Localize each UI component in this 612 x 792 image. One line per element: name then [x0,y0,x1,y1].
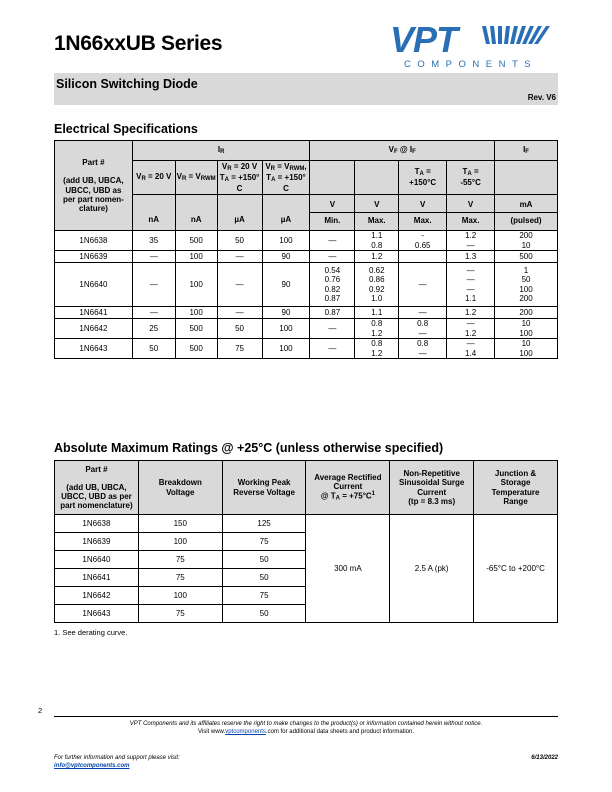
ir-cell-2: 100 [175,263,217,307]
subtitle: Silicon Switching Diode [56,77,198,91]
abs-avg-header: Average Rectified Current @ $T_A = +75^\circ C^1$ [306,461,390,515]
if-cell: 10 100 [495,339,558,359]
unit-if: mA (pulsed) [495,195,558,231]
ir-cell-4: 90 [262,251,310,263]
part-cell: 1N6639 [55,251,133,263]
ir-cell-1: — [132,251,175,263]
ir-cell-1: — [132,307,175,319]
disclaimer: VPT Components and its affiliates reserve the right to make changes to the product(s) or information contained herein without notice. [129,721,483,727]
table-row [55,263,558,307]
ir-cell-4: 100 [262,231,310,251]
vf150-cell: — [399,263,447,307]
ir-cell-1: 50 [132,339,175,359]
vfmax-cell: 0.62 0.86 0.92 1.0 [355,263,399,307]
unit-ir1: nA [132,195,175,231]
vf150-cell: — [399,307,447,319]
surge-current-cell: 2.5 A (pk) [390,515,474,623]
ir-cell-3: — [217,263,262,307]
col-vf55: $T_A$ = -55°C [447,161,495,195]
table-row [55,319,558,339]
if-cell: 200 10 [495,231,558,251]
junction-temp-cell: -65°C to +200°C [474,515,558,623]
ir-cell-3: 75 [217,339,262,359]
working-cell: 75 [222,587,306,605]
vf55-cell: — 1.2 [447,319,495,339]
if-header: $I_F$ [495,141,558,161]
table-row [55,251,558,263]
unit-ir2: nA [175,195,217,231]
absolute-table [54,460,558,623]
col-ir4: $V_R = V_{RWM}$, $T_A = +150^\circ$ C [262,161,310,195]
col-ir3: $V_R = 20$ V $T_A = +150^\circ$ C [217,161,262,195]
support-email-link[interactable]: info@vptcomponents.com [54,763,130,769]
ir-cell-2: 100 [175,307,217,319]
absolute-heading: Absolute Maximum Ratings @ +25°C (unless otherwise specified) [54,441,444,455]
col-vfmin [310,161,355,195]
vf150-cell [399,251,447,263]
working-cell: 125 [222,515,306,533]
avg-current-cell: 300 mA [306,515,390,623]
vfmin-cell: 0.87 [310,307,355,319]
revision: Rev. V6 [527,93,556,102]
part-header: Part # (add UB, UBCA, UBCC, UBD as per part nomen- clature) [55,141,133,231]
ir-cell-1: 35 [132,231,175,251]
breakdown-cell: 100 [138,587,222,605]
col-if [495,161,558,195]
abs-part-header: Part # (add UB, UBCA, UBCC, UBD as per part nomenclature) [55,461,139,515]
ir-cell-4: 90 [262,307,310,319]
breakdown-cell: 100 [138,533,222,551]
svg-text:COMPONENTS: COMPONENTS [404,59,538,70]
vf55-cell: — — — 1.1 [447,263,495,307]
abs-part-cell: 1N6642 [55,587,139,605]
vf150-cell: 0.8 — [399,319,447,339]
ir-cell-3: — [217,307,262,319]
part-cell: 1N6642 [55,319,133,339]
date: 6/13/2022 [531,755,558,761]
table-row [55,515,558,533]
abs-working-header: Working Peak Reverse Voltage [222,461,306,515]
abs-surge-header: Non-Repetitive Sinusoidal Surge Current (tp = 8.3 ms) [390,461,474,515]
breakdown-cell: 75 [138,605,222,623]
ir-cell-1: 25 [132,319,175,339]
support-text: For further information and support please visit: [54,755,180,761]
col-vf150: $T_A$ = +150°C [399,161,447,195]
svg-text:VPT: VPT [390,22,458,60]
breakdown-cell: 150 [138,515,222,533]
part-cell: 1N6640 [55,263,133,307]
vfmax-cell: 0.8 1.2 [355,319,399,339]
table-row [55,339,558,359]
ir-cell-4: 100 [262,319,310,339]
abs-part-cell: 1N6641 [55,569,139,587]
ir-cell-1: — [132,263,175,307]
abs-part-cell: 1N6643 [55,605,139,623]
if-cell: 200 [495,307,558,319]
unit-vf1: V Min. [310,195,355,231]
vf55-cell: — 1.4 [447,339,495,359]
vpt-logo [386,22,556,70]
ir-cell-4: 90 [262,263,310,307]
unit-vf2: V Max. [355,195,399,231]
electrical-heading: Electrical Specifications [54,122,198,136]
abs-junction-header: Junction & Storage Temperature Range [474,461,558,515]
ir-cell-3: — [217,251,262,263]
unit-ir3: µA [217,195,262,231]
subtitle-band [54,73,558,105]
vf150-cell: - 0.65 [399,231,447,251]
unit-ir4: µA [262,195,310,231]
vfmin-cell: — [310,251,355,263]
footnote: 1. See derating curve. [54,628,128,637]
vfmax-cell: 0.8 1.2 [355,339,399,359]
working-cell: 50 [222,551,306,569]
abs-part-cell: 1N6640 [55,551,139,569]
vf55-cell: 1.3 [447,251,495,263]
ir-cell-3: 50 [217,319,262,339]
ir-cell-2: 500 [175,319,217,339]
ir-cell-4: 100 [262,339,310,359]
col-ir1: $V_R = 20$ V [132,161,175,195]
working-cell: 75 [222,533,306,551]
breakdown-cell: 75 [138,551,222,569]
part-cell: 1N6641 [55,307,133,319]
electrical-table [54,140,558,359]
vfmin-cell: 0.54 0.76 0.82 0.87 [310,263,355,307]
ir-cell-3: 50 [217,231,262,251]
vf150-cell: 0.8 — [399,339,447,359]
col-ir2: $V_R = V_{RWM}$ [175,161,217,195]
vf55-cell: 1.2 [447,307,495,319]
page-number: 2 [38,706,43,715]
ir-cell-2: 500 [175,231,217,251]
if-cell: 10 100 [495,319,558,339]
part-cell: 1N6643 [55,339,133,359]
website-link[interactable]: vptcomponents [225,729,266,735]
vfmax-cell: 1.1 [355,307,399,319]
col-vfmax [355,161,399,195]
if-cell: 500 [495,251,558,263]
abs-breakdown-header: Breakdown Voltage [138,461,222,515]
vfmin-cell: — [310,231,355,251]
working-cell: 50 [222,605,306,623]
abs-part-cell: 1N6639 [55,533,139,551]
breakdown-cell: 75 [138,569,222,587]
vfmax-cell: 1.1 0.8 [355,231,399,251]
abs-part-cell: 1N6638 [55,515,139,533]
vf55-cell: 1.2 — [447,231,495,251]
working-cell: 50 [222,569,306,587]
ir-cell-2: 100 [175,251,217,263]
ir-header: $I_R$ [132,141,310,161]
if-cell: 1 50 100 200 [495,263,558,307]
part-cell: 1N6638 [55,231,133,251]
table-row [55,307,558,319]
vfmin-cell: — [310,339,355,359]
vf-header: $V_F$ @ $I_F$ [310,141,495,161]
ir-cell-2: 500 [175,339,217,359]
unit-vf4: V Max. [447,195,495,231]
footer-rule [54,716,558,717]
visit-line: Visit www.vptcomponents.com for additional data sheets and product information. [197,729,415,735]
unit-vf3: V Max. [399,195,447,231]
page-title: 1N66xxUB Series [54,32,223,55]
vfmax-cell: 1.2 [355,251,399,263]
table-row [55,231,558,251]
vfmin-cell: — [310,319,355,339]
